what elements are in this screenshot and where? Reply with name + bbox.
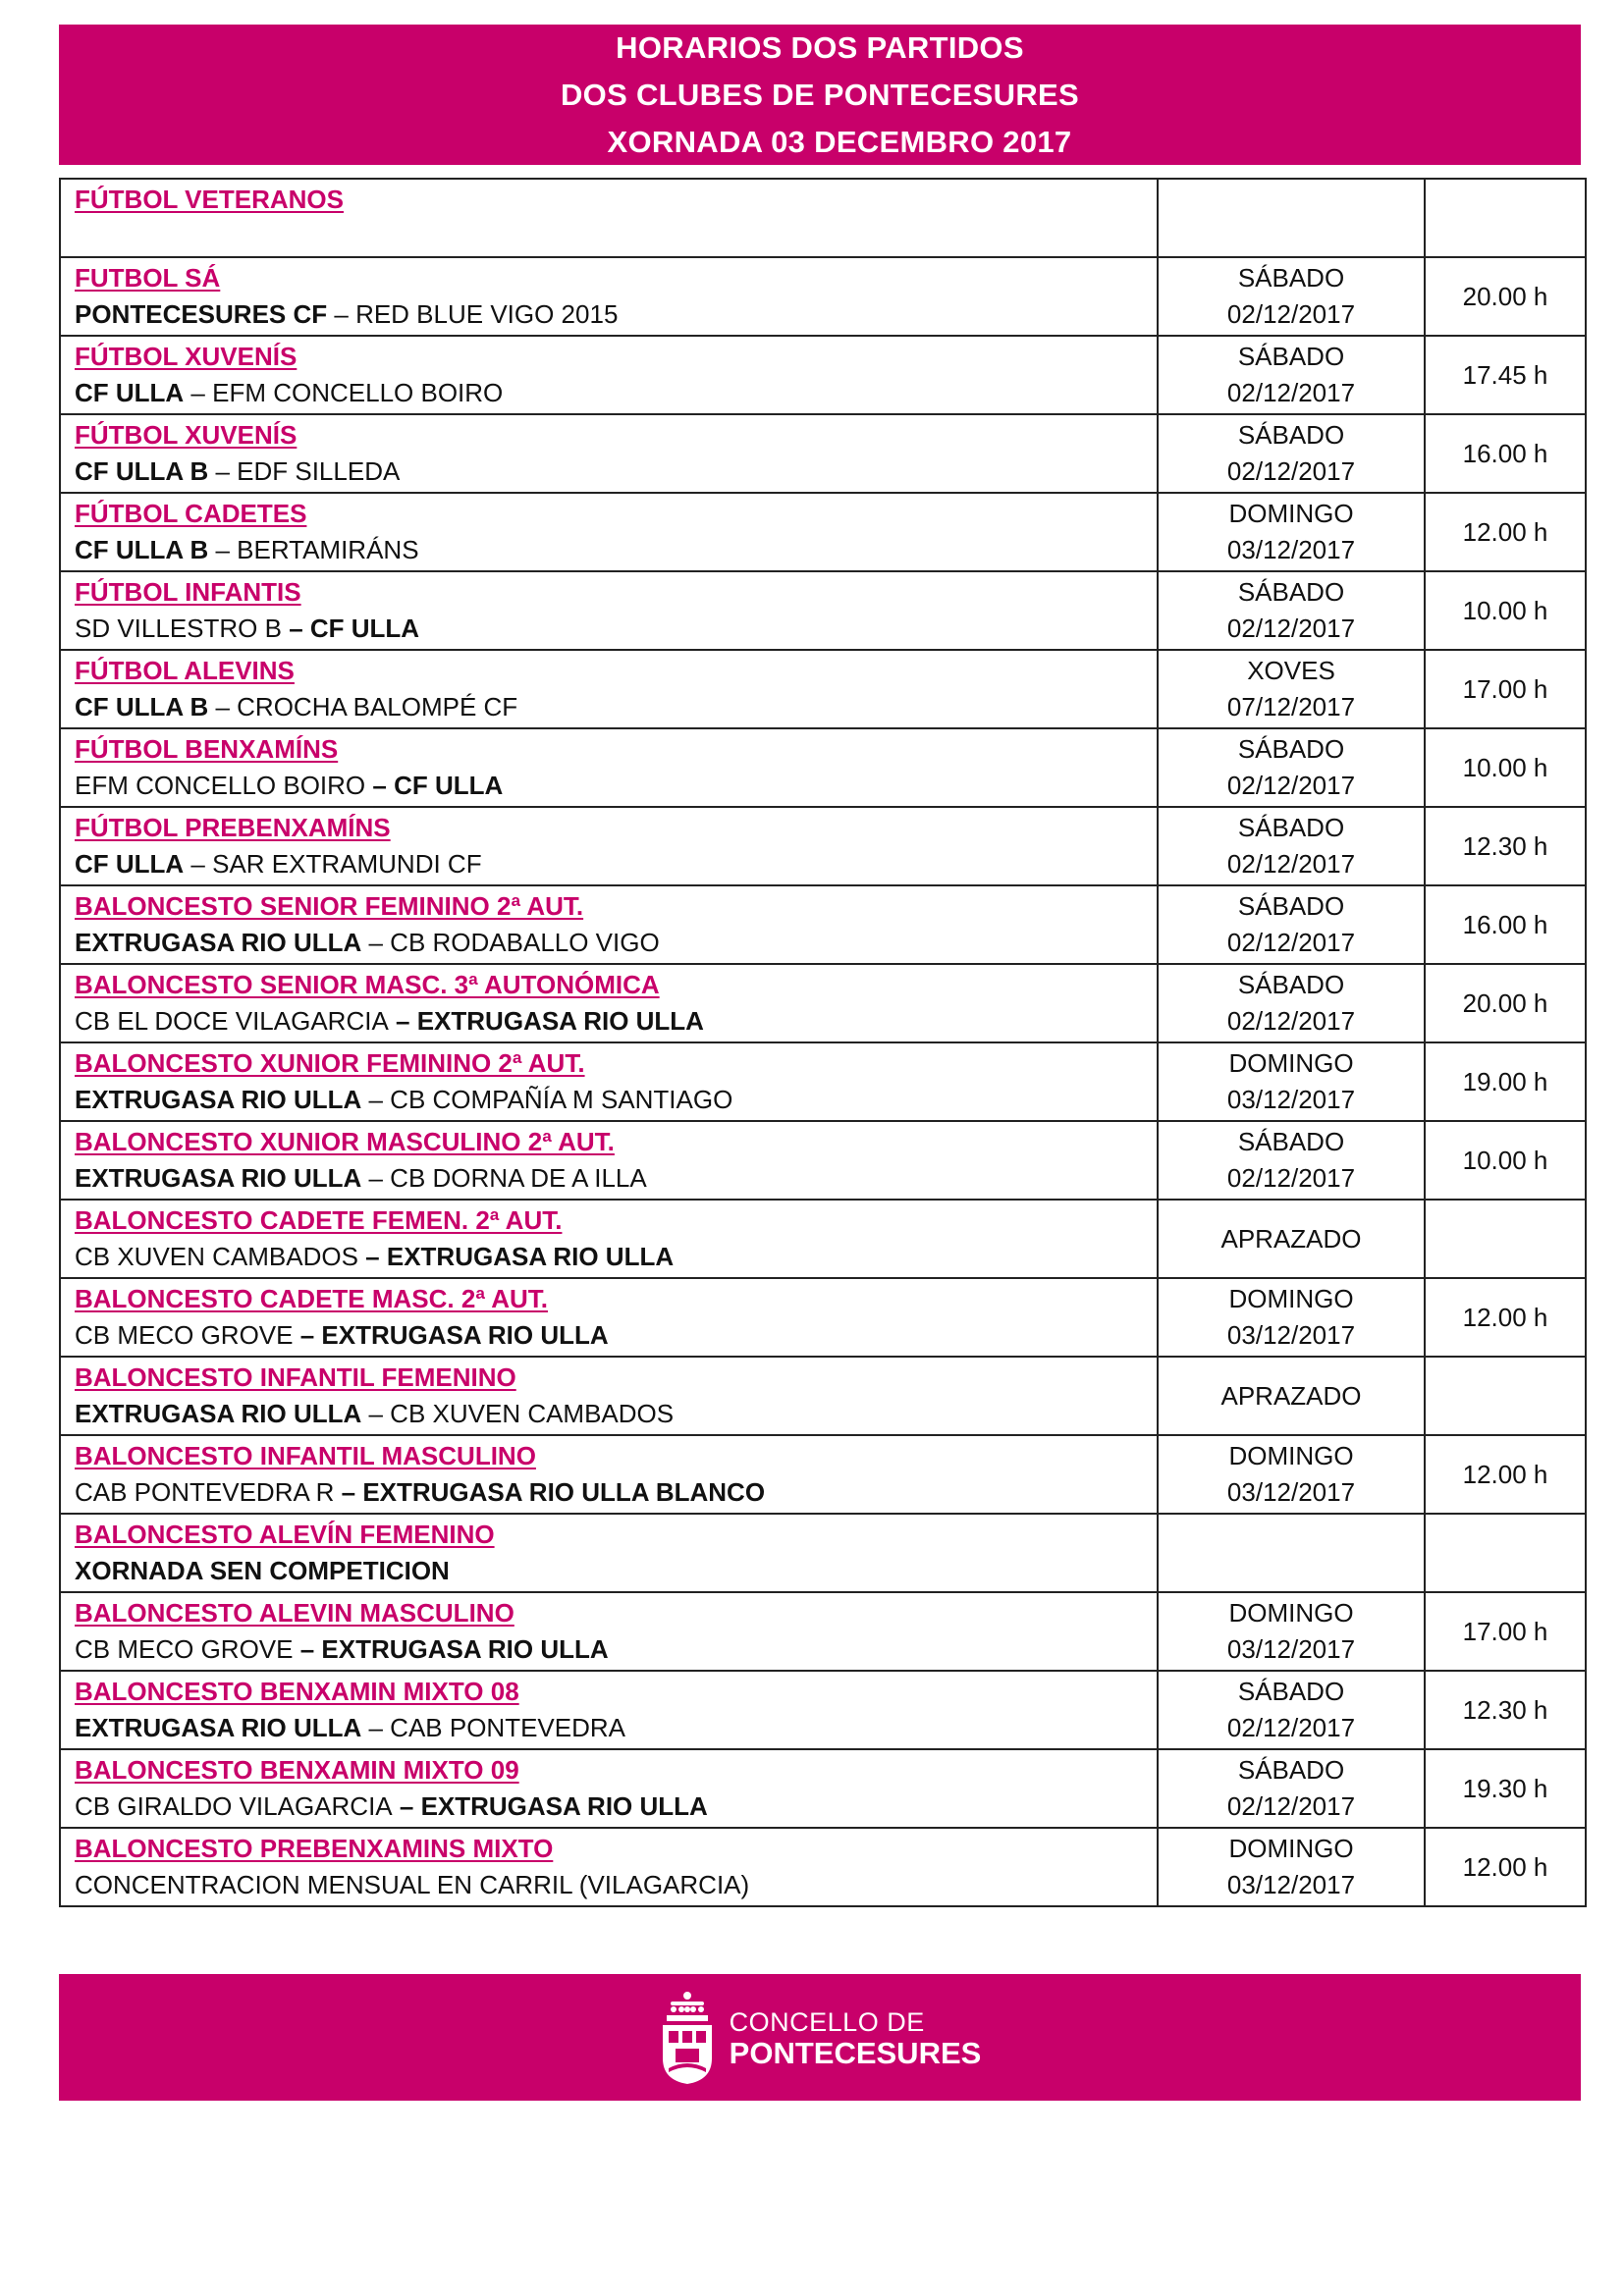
match-day: XOVES [1247, 656, 1335, 685]
time-cell [1425, 1749, 1586, 1828]
category-title: FÚTBOL ALEVINS [75, 656, 295, 685]
coat-of-arms-icon [659, 1990, 716, 2086]
match-time: 12.00 h [1462, 1302, 1548, 1332]
match-day: SÁBADO [1237, 734, 1345, 764]
match-cell [60, 1671, 1158, 1749]
match-cell [60, 414, 1158, 493]
match-day: APRAZADO [1220, 1223, 1362, 1254]
team-name: – CB XUVEN CAMBADOS [361, 1399, 675, 1428]
date-cell [1158, 257, 1425, 336]
category-title: FUTBOL SÁ [75, 263, 221, 293]
table-row [60, 1671, 1586, 1749]
match-line [75, 1239, 1157, 1275]
date-cell [1158, 964, 1425, 1042]
team-name-bold: – EXTRUGASA RIO ULLA [293, 1320, 609, 1350]
match-cell [60, 336, 1158, 414]
match-line [75, 1474, 1157, 1511]
match-day: SÁBADO [1237, 1755, 1345, 1785]
match-time: 12.30 h [1462, 1694, 1548, 1725]
header-banner [59, 25, 1581, 165]
match-line [75, 218, 1157, 254]
team-name: CB MECO GROVE [75, 1634, 294, 1664]
match-cell [60, 571, 1158, 650]
match-line [75, 1867, 1157, 1903]
match-cell [60, 1828, 1158, 1906]
match-date: 03/12/2017 [1226, 535, 1356, 564]
team-name: – CB DORNA DE A ILLA [361, 1163, 647, 1193]
team-name: – EFM CONCELLO BOIRO [184, 378, 504, 407]
match-line [75, 768, 1157, 804]
header-title-line2: DOS CLUBES DE PONTECESURES [561, 77, 1079, 112]
match-day: SÁBADO [1237, 263, 1345, 293]
match-cell [60, 1357, 1158, 1435]
match-line [75, 454, 1157, 490]
match-time: 12.30 h [1462, 830, 1548, 861]
table-row [60, 1200, 1586, 1278]
match-time: 17.00 h [1462, 673, 1548, 704]
table-row [60, 1357, 1586, 1435]
date-cell [1158, 571, 1425, 650]
time-cell [1425, 964, 1586, 1042]
match-cell [60, 650, 1158, 728]
date-cell [1158, 1435, 1425, 1514]
category-title: FÚTBOL PREBENXAMÍNS [75, 813, 391, 842]
match-date: 02/12/2017 [1226, 456, 1356, 486]
date-cell [1158, 885, 1425, 964]
match-time: 19.30 h [1462, 1773, 1548, 1803]
date-cell [1158, 1278, 1425, 1357]
match-day: DOMINGO [1228, 499, 1354, 528]
match-time: 17.00 h [1462, 1616, 1548, 1646]
time-cell [1425, 414, 1586, 493]
match-cell [60, 1435, 1158, 1514]
team-name-bold: EXTRUGASA RIO ULLA [75, 1399, 362, 1428]
category-title: BALONCESTO SENIOR FEMININO 2ª AUT. [75, 891, 584, 921]
match-date: 02/12/2017 [1226, 1713, 1356, 1742]
match-day: APRAZADO [1220, 1380, 1362, 1411]
match-time: 19.00 h [1462, 1066, 1548, 1096]
category-title: BALONCESTO ALEVÍN FEMENINO [75, 1520, 495, 1549]
team-name-bold: CF ULLA B [75, 692, 209, 721]
team-name-bold: CF ULLA [75, 378, 185, 407]
match-cell [60, 179, 1158, 257]
match-day: SÁBADO [1237, 577, 1345, 607]
match-date: 02/12/2017 [1226, 378, 1356, 407]
match-line [75, 689, 1157, 725]
match-time: 12.00 h [1462, 1459, 1548, 1489]
time-cell [1425, 1514, 1586, 1592]
category-title: FÚTBOL CADETES [75, 499, 307, 528]
match-date: 03/12/2017 [1226, 1870, 1356, 1899]
date-cell [1158, 179, 1425, 257]
team-name: SD VILLESTRO B [75, 614, 282, 643]
match-date: 03/12/2017 [1226, 1320, 1356, 1350]
time-cell [1425, 1828, 1586, 1906]
time-cell [1425, 336, 1586, 414]
match-line [75, 1317, 1157, 1354]
team-name-bold: CF ULLA B [75, 535, 209, 564]
match-date: 03/12/2017 [1226, 1477, 1356, 1507]
team-name: – SAR EXTRAMUNDI CF [184, 849, 482, 879]
team-name-bold: – EXTRUGASA RIO ULLA [392, 1791, 708, 1821]
logo-text-line2: PONTECESURES [729, 2035, 982, 2070]
match-time: 10.00 h [1462, 595, 1548, 625]
match-day: DOMINGO [1228, 1834, 1354, 1863]
match-day: SÁBADO [1237, 342, 1345, 371]
category-title: BALONCESTO SENIOR MASC. 3ª AUTONÓMICA [75, 970, 660, 999]
table-row [60, 1121, 1586, 1200]
team-name-bold: – EXTRUGASA RIO ULLA [388, 1006, 704, 1036]
match-cell [60, 257, 1158, 336]
category-title: FÚTBOL VETERANOS [75, 185, 344, 214]
date-cell [1158, 336, 1425, 414]
match-line [75, 375, 1157, 411]
match-day: SÁBADO [1237, 1677, 1345, 1706]
team-name: – CB RODABALLO VIGO [361, 928, 660, 957]
match-date: 02/12/2017 [1226, 771, 1356, 800]
match-date: 02/12/2017 [1226, 1006, 1356, 1036]
time-cell [1425, 807, 1586, 885]
table-row [60, 1828, 1586, 1906]
team-name-bold: – EXTRUGASA RIO ULLA [293, 1634, 609, 1664]
match-time: 17.45 h [1462, 359, 1548, 390]
team-name: CB MECO GROVE [75, 1320, 294, 1350]
match-cell [60, 964, 1158, 1042]
date-cell [1158, 414, 1425, 493]
match-time: 20.00 h [1462, 988, 1548, 1018]
team-name-bold: EXTRUGASA RIO ULLA [75, 1713, 362, 1742]
match-day: SÁBADO [1237, 970, 1345, 999]
match-day: SÁBADO [1237, 891, 1345, 921]
table-row [60, 1435, 1586, 1514]
category-title: BALONCESTO INFANTIL MASCULINO [75, 1441, 536, 1470]
match-date: 07/12/2017 [1226, 692, 1356, 721]
match-cell [60, 807, 1158, 885]
date-cell [1158, 807, 1425, 885]
time-cell [1425, 1042, 1586, 1121]
table-row [60, 1592, 1586, 1671]
match-line [75, 1789, 1157, 1825]
table-row [60, 1042, 1586, 1121]
date-cell [1158, 650, 1425, 728]
table-row [60, 650, 1586, 728]
match-day: SÁBADO [1237, 1127, 1345, 1156]
time-cell [1425, 493, 1586, 571]
match-cell [60, 1042, 1158, 1121]
match-cell [60, 493, 1158, 571]
team-name: CB GIRALDO VILAGARCIA [75, 1791, 393, 1821]
match-cell [60, 728, 1158, 807]
match-time: 12.00 h [1462, 1851, 1548, 1882]
match-date: 02/12/2017 [1226, 849, 1356, 879]
time-cell [1425, 1357, 1586, 1435]
match-line [75, 1553, 1157, 1589]
date-cell [1158, 1200, 1425, 1278]
time-cell [1425, 1592, 1586, 1671]
team-name: EFM CONCELLO BOIRO [75, 771, 366, 800]
match-time: 10.00 h [1462, 1145, 1548, 1175]
match-line [75, 1631, 1157, 1668]
table-row [60, 964, 1586, 1042]
category-title: BALONCESTO CADETE MASC. 2ª AUT. [75, 1284, 548, 1313]
schedule-body [60, 179, 1586, 1906]
team-name-bold: PONTECESURES CF [75, 299, 328, 329]
match-line [75, 611, 1157, 647]
category-title: FÚTBOL XUVENÍS [75, 420, 298, 450]
team-name-bold: – EXTRUGASA RIO ULLA BLANCO [334, 1477, 766, 1507]
match-day: DOMINGO [1228, 1284, 1354, 1313]
header-title-line3: XORNADA 03 DECEMBRO 2017 [607, 124, 1072, 159]
match-date: 03/12/2017 [1226, 1085, 1356, 1114]
date-cell [1158, 1357, 1425, 1435]
date-cell [1158, 1828, 1425, 1906]
footer-banner [59, 1974, 1581, 2101]
match-time: 20.00 h [1462, 281, 1548, 311]
time-cell [1425, 1121, 1586, 1200]
team-name-bold: EXTRUGASA RIO ULLA [75, 1085, 362, 1114]
match-cell [60, 1121, 1158, 1200]
table-row [60, 728, 1586, 807]
team-name: – BERTAMIRÁNS [208, 535, 419, 564]
match-line [75, 1082, 1157, 1118]
time-cell [1425, 1435, 1586, 1514]
table-row [60, 807, 1586, 885]
match-cell [60, 1592, 1158, 1671]
category-title: BALONCESTO CADETE FEMEN. 2ª AUT. [75, 1205, 563, 1235]
match-date: 02/12/2017 [1226, 614, 1356, 643]
table-row [60, 571, 1586, 650]
table-row [60, 1278, 1586, 1357]
match-date: 02/12/2017 [1226, 1163, 1356, 1193]
table-row [60, 257, 1586, 336]
match-time: 16.00 h [1462, 909, 1548, 939]
team-name: CONCENTRACION MENSUAL EN CARRIL (VILAGARCIA) [75, 1870, 750, 1899]
date-cell [1158, 1592, 1425, 1671]
team-name-bold: CF ULLA [75, 849, 185, 879]
match-line [75, 1710, 1157, 1746]
match-cell [60, 885, 1158, 964]
date-cell [1158, 1121, 1425, 1200]
team-name: – CAB PONTEVEDRA [361, 1713, 625, 1742]
match-cell [60, 1514, 1158, 1592]
schedule-table [59, 178, 1587, 1907]
team-name-bold: – EXTRUGASA RIO ULLA [357, 1242, 675, 1271]
match-day: DOMINGO [1228, 1048, 1354, 1078]
team-name: CAB PONTEVEDRA R [75, 1477, 335, 1507]
match-line [75, 296, 1157, 333]
team-name: – CROCHA BALOMPÉ CF [208, 692, 518, 721]
team-name-bold: EXTRUGASA RIO ULLA [75, 928, 362, 957]
header-title-line1: HORARIOS DOS PARTIDOS [616, 29, 1024, 65]
time-cell [1425, 1278, 1586, 1357]
match-date: 02/12/2017 [1226, 1791, 1356, 1821]
date-cell [1158, 1749, 1425, 1828]
match-time: 12.00 h [1462, 516, 1548, 547]
team-name-bold: EXTRUGASA RIO ULLA [75, 1163, 362, 1193]
match-day: SÁBADO [1237, 813, 1345, 842]
time-cell [1425, 1200, 1586, 1278]
table-row [60, 336, 1586, 414]
category-title: BALONCESTO ALEVIN MASCULINO [75, 1598, 514, 1628]
time-cell [1425, 650, 1586, 728]
match-line [75, 1396, 1157, 1432]
logo-text-line1: CONCELLO DE [729, 2006, 925, 2037]
match-time: 16.00 h [1462, 438, 1548, 468]
team-name-bold: CF ULLA B [75, 456, 209, 486]
team-name: – CB COMPAÑÍA M SANTIAGO [361, 1085, 733, 1114]
match-line [75, 846, 1157, 882]
date-cell [1158, 1671, 1425, 1749]
table-row [60, 179, 1586, 257]
team-name-bold: – CF ULLA [365, 771, 504, 800]
category-title: BALONCESTO BENXAMIN MIXTO 08 [75, 1677, 519, 1706]
match-day: DOMINGO [1228, 1598, 1354, 1628]
time-cell [1425, 179, 1586, 257]
match-cell [60, 1749, 1158, 1828]
team-name: – RED BLUE VIGO 2015 [327, 299, 619, 329]
time-cell [1425, 1671, 1586, 1749]
concello-logo [659, 1990, 982, 2086]
time-cell [1425, 257, 1586, 336]
match-line [75, 925, 1157, 961]
date-cell [1158, 1514, 1425, 1592]
date-cell [1158, 728, 1425, 807]
match-date: 03/12/2017 [1226, 1634, 1356, 1664]
match-day: DOMINGO [1228, 1441, 1354, 1470]
table-row [60, 1749, 1586, 1828]
time-cell [1425, 728, 1586, 807]
category-title: FÚTBOL XUVENÍS [75, 342, 298, 371]
category-title: FÚTBOL INFANTIS [75, 577, 301, 607]
match-line [75, 532, 1157, 568]
match-day: SÁBADO [1237, 420, 1345, 450]
match-time: 10.00 h [1462, 752, 1548, 782]
category-title: BALONCESTO PREBENXAMINS MIXTO [75, 1834, 554, 1863]
team-name-bold: XORNADA SEN COMPETICION [75, 1556, 450, 1585]
match-cell [60, 1200, 1158, 1278]
date-cell [1158, 493, 1425, 571]
team-name: CB EL DOCE VILAGARCIA [75, 1006, 389, 1036]
category-title: BALONCESTO INFANTIL FEMENINO [75, 1362, 516, 1392]
time-cell [1425, 571, 1586, 650]
category-title: FÚTBOL BENXAMÍNS [75, 734, 339, 764]
match-cell [60, 1278, 1158, 1357]
team-name-bold: – CF ULLA [281, 614, 420, 643]
table-row [60, 1514, 1586, 1592]
table-row [60, 493, 1586, 571]
category-title: BALONCESTO XUNIOR FEMININO 2ª AUT. [75, 1048, 585, 1078]
match-date: 02/12/2017 [1226, 928, 1356, 957]
category-title: BALONCESTO XUNIOR MASCULINO 2ª AUT. [75, 1127, 615, 1156]
match-date: 02/12/2017 [1226, 299, 1356, 329]
time-cell [1425, 885, 1586, 964]
date-cell [1158, 1042, 1425, 1121]
table-row [60, 414, 1586, 493]
team-name: CB XUVEN CAMBADOS [75, 1242, 358, 1271]
table-row [60, 885, 1586, 964]
category-title: BALONCESTO BENXAMIN MIXTO 09 [75, 1755, 519, 1785]
match-line [75, 1003, 1157, 1040]
match-line [75, 1160, 1157, 1197]
team-name: – EDF SILLEDA [208, 456, 401, 486]
